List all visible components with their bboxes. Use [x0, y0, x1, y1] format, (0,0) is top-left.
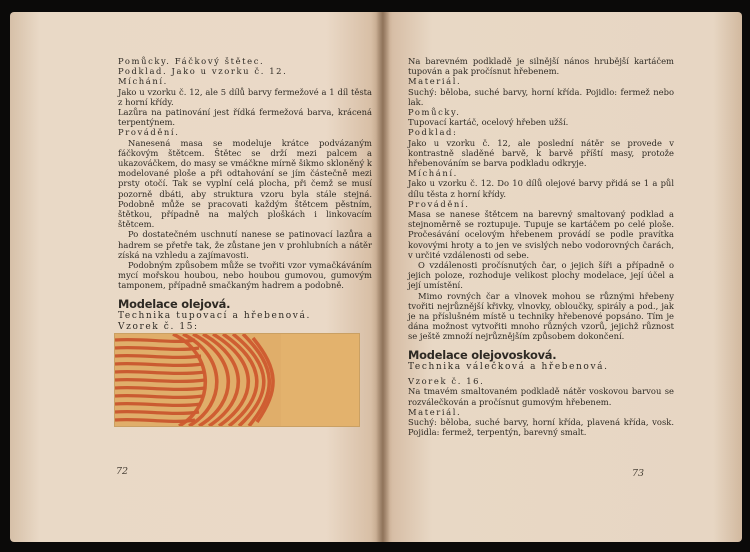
page-number-right: 73 — [632, 468, 645, 479]
left-line: Jako u vzorku č. 12, ale 5 dílů barvy fermežové a 1 díl těsta z horní křídy. — [118, 86, 372, 107]
right-paragraph: Jako u vzorku č. 12, ale poslední nátěr se provede v kontrastně sladěné barvě, k barvě příští masy, protože hřebenováním se barva podkladu odkryje. — [408, 137, 674, 169]
left-line: Lazůra na patinování jest řídká fermežová barva, krácená terpentýnem. — [118, 107, 372, 128]
book-gutter — [376, 12, 390, 542]
section-heading-olejova: Modelace olejová. — [118, 296, 231, 311]
right-line: Míchání. — [408, 168, 458, 179]
right-paragraph: Jako u vzorku č. 12. Do 10 dílů olejové barvy přidá se 1 a půl dílu těsta z horní křídy. — [408, 178, 674, 199]
right-paragraph: O vzdálenosti pročísnutých čar, o jejich šíři a případně o jejich poloze, rozhoduje velikost plochy modelace, její účel a její umístění. — [408, 260, 674, 291]
right-text-column — [408, 56, 674, 437]
right-line: Materiál. — [408, 406, 462, 417]
left-page — [10, 12, 382, 542]
book-spread — [10, 12, 742, 542]
left-text-column — [118, 56, 372, 334]
right-line: Suchý: běloba, suché barvy, horní křída. Pojidlo: fermež nebo lak. — [408, 86, 674, 107]
right-line: Materiál. — [408, 76, 462, 87]
right-line: Tupovací kartáč, ocelový hřeben užší. — [408, 117, 569, 128]
right-paragraph: Mimo rovných čar a vlnovek mohou se různými hřebeny tvořiti nejrůznější křivky, vlnovky, obloučky, spirály a pod., jak je na příslušném místě u techniky hřebenové popsáno. Tím je dána možnost vytvořiti mnoho různých vzorů, jejichž různost se ještě zmnoží nejrůznějším způsobem dokončení. — [408, 290, 674, 342]
left-line: Míchání. — [118, 76, 168, 87]
right-line: Provádění. — [408, 198, 470, 209]
page-number-left: 72 — [116, 466, 129, 477]
left-paragraph: Podobným způsobem může se tvořiti vzor vymačkáváním mycí mořskou houbou, nebo houbou gumovou, gumovým tamponem, případně smačkaným hadrem a podobně. — [118, 260, 372, 291]
right-page — [382, 12, 742, 542]
left-paragraph: Po dostatečném uschnutí nanese se patinovací lazůra a hadrem se přetře tak, že zůstane jen v prohlubních a nátěr získá na vzhledu a zajímavosti. — [118, 229, 372, 260]
sample-texture-image — [115, 334, 359, 426]
sample-texture-svg — [115, 334, 359, 426]
right-line: Na barevném podkladě je silnější nános hrubější kartáčem tupován a pak pročísnut hřebenem. — [408, 56, 674, 77]
left-line: Podklad. Jako u vzorku č. 12. — [118, 66, 288, 77]
section-heading-olejovoskova: Modelace olejovosková. — [408, 347, 557, 362]
left-line: Provádění. — [118, 127, 180, 138]
technique-line: Technika tupovací a hřebenová. — [118, 310, 311, 321]
right-paragraph: Na tmavém smaltovaném podkladě nátěr voskovou barvou se rozválečkován a pročísnut gumovým hřebenem. — [408, 386, 674, 407]
left-line: Pomůcky. Fáčkový štětec. — [118, 56, 265, 66]
sample-caption: Vzorek č. 15: — [118, 322, 199, 333]
right-paragraph: Suchý: běloba, suché barvy, horní křída, plavená křída, vosk. Pojidla: fermež, terpentýn, barevný smalt. — [408, 417, 674, 438]
left-paragraph: Nanesená masa se modeluje krátce podvázaným fáčkovým štětcem. Štětec se drží mezi palcem a ukazováčkem, do masy se vmáčkne mírně šikmo skloněný k modelované ploše a při odtahování se jím částečně mezi prsty otočí. Tak se vyplní celá plocha, při čemž se musí pozorně dbáti, aby struktura vzoru byla stále stejná. Podobně může se pracovati každým štětcem pěstním, štětkou, případně na malých ploškách i linkovacím štětcem. — [118, 137, 372, 230]
right-line: Pomůcky. — [408, 107, 461, 118]
right-line: Podklad: — [408, 127, 458, 138]
right-line: Vzorek č. 16. — [408, 376, 485, 387]
technique-line: Technika válečková a hřebenová. — [408, 361, 609, 372]
right-paragraph: Masa se nanese štětcem na barevný smaltovaný podklad a stejnoměrně se roztupuje. Tupuje se kartáčem po celé ploše. Pročesávání ocelovým hřebenem provádí se podle pravítka kovovými hroty a to jen ve svislých nebo vodorovných čarách, v určité vzdálenosti od sebe. — [408, 209, 674, 260]
